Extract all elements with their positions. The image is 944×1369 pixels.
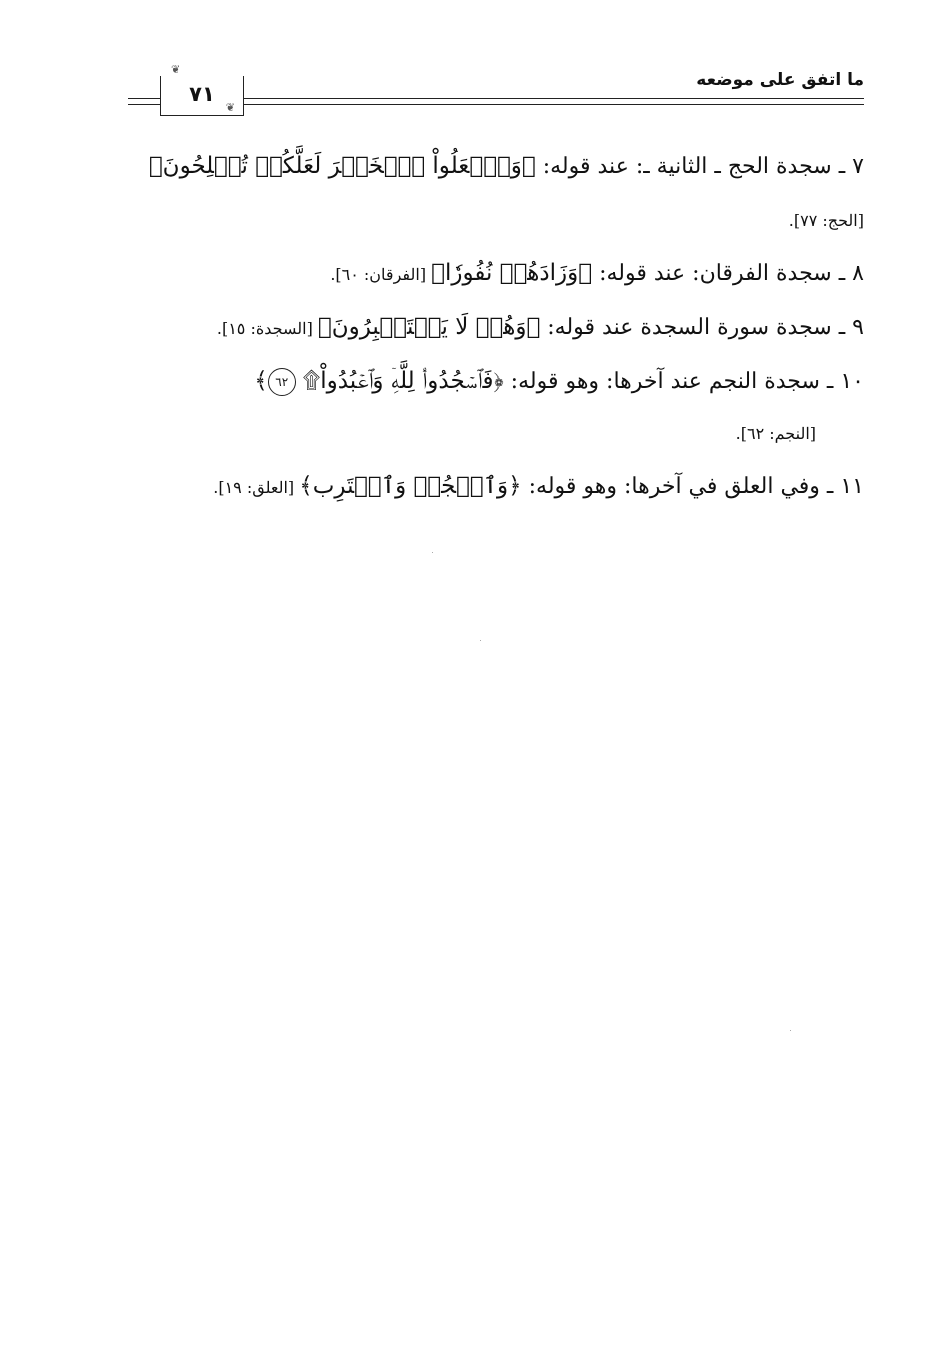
quran-verse-close: ﴾: [254, 368, 268, 394]
list-item-sajdah-an-najm: [120, 355, 864, 460]
page-body: [120, 140, 864, 514]
header-rule-right-top: [244, 98, 864, 99]
item-lead-text: ٨ ـ سجدة الفرقان: عند قوله:: [592, 261, 864, 286]
list-item-sajdah-al-furqan: [120, 247, 864, 301]
list-item-sajdah-as-sajdah: [120, 301, 864, 355]
list-item-sajdah-al-hajj: [120, 140, 864, 247]
verse-reference: [العلق: ١٩].: [213, 478, 300, 497]
item-lead-text: ٧ ـ سجدة الحج ـ الثانية ـ: عند قوله:: [535, 154, 864, 179]
verse-reference: [السجدة: ١٥].: [216, 319, 318, 338]
scan-speck: [790, 1030, 791, 1031]
floral-ornament-icon: ❦: [171, 63, 181, 76]
verse-reference: [الحج: ٧٧].: [788, 211, 864, 230]
quran-verse: ﴿فَٱسۡجُدُواْۤ لِلَّهِۤ وَٱعۡبُدُواْ۩: [302, 368, 504, 394]
list-item-sajdah-al-alaq: [120, 460, 864, 514]
header-rule-left-top: [128, 98, 160, 99]
header-rule-left-bottom: [128, 104, 160, 105]
page-number-box: [160, 63, 244, 116]
quran-verse: ﴿وَٱسۡجُدۡ وَٱقۡتَرِب﴾: [299, 473, 522, 499]
ayah-number-marker: ٦٢: [268, 368, 296, 396]
verse-reference: [النجم: ٦٢].: [735, 424, 816, 443]
scan-speck: [480, 640, 481, 641]
item-lead-text: ٩ ـ سجدة سورة السجدة عند قوله:: [540, 315, 864, 340]
page-number: ٧١: [189, 82, 215, 106]
item-lead-text: ١١ ـ وفي العلق في آخرها: وهو قوله:: [521, 474, 864, 499]
header-rule-right-bottom: [244, 104, 864, 105]
scan-speck: [432, 552, 433, 553]
quran-verse: ﴿وَهُمۡ لَا يَسۡتَكۡبِرُونَ﴾: [317, 314, 541, 340]
quran-verse: ﴿وَٱفۡعَلُواْ ٱلۡخَيۡرَ لَعَلَّكُمۡ تُفۡلِحُونَ﴾: [148, 153, 536, 179]
quran-verse: ﴿وَزَادَهُمۡ نُفُورٗا﴾: [431, 260, 593, 286]
item-lead-text: ١٠ ـ سجدة النجم عند آخرها: وهو قوله:: [503, 369, 864, 394]
running-header-title: ما اتفق على موضعه: [696, 70, 864, 90]
floral-ornament-icon: ❦: [225, 101, 235, 114]
verse-reference: [الفرقان: ٦٠].: [330, 265, 432, 284]
